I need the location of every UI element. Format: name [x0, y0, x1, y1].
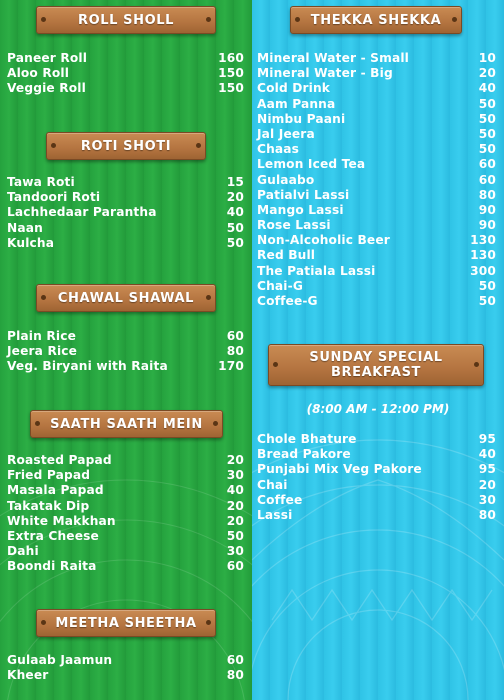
- section-header-roll: [36, 6, 216, 34]
- item-price: 20: [478, 477, 496, 492]
- list-item: [257, 218, 496, 233]
- list-item: [257, 97, 496, 112]
- nail-icon: [41, 620, 46, 625]
- list-item: [7, 499, 244, 514]
- item-name: Takatak Dip: [7, 498, 90, 513]
- nail-icon: [196, 143, 201, 148]
- list-item: [7, 453, 244, 468]
- nail-icon: [273, 362, 278, 367]
- list-item: [7, 221, 244, 236]
- list-item: [257, 51, 496, 66]
- item-price: 50: [226, 220, 244, 235]
- list-item: [257, 203, 496, 218]
- section-header-sunday: [268, 344, 484, 386]
- item-price: 130: [470, 248, 496, 263]
- item-price: 20: [226, 453, 244, 467]
- item-price: 30: [226, 468, 244, 483]
- list-item: [7, 175, 244, 190]
- list-item: [257, 462, 496, 477]
- item-name: The Patiala Lassi: [257, 263, 376, 278]
- section-title: ROTI SHOTI: [80, 138, 172, 154]
- item-name: Tandoori Roti: [7, 190, 101, 205]
- list-item: [7, 329, 244, 344]
- list-item: [7, 51, 244, 66]
- item-price: 95: [478, 432, 496, 446]
- item-price: 60: [226, 329, 244, 343]
- menu-list-roll: [7, 51, 244, 97]
- list-item: [257, 157, 496, 172]
- list-item: [257, 66, 496, 81]
- item-name: Bread Pakore: [257, 447, 351, 462]
- item-price: 60: [478, 157, 496, 172]
- nail-icon: [295, 17, 300, 22]
- nail-icon: [41, 295, 46, 300]
- list-item: [7, 81, 244, 96]
- item-name: Chai-G: [257, 278, 303, 293]
- item-price: 50: [478, 96, 496, 111]
- nail-icon: [213, 421, 218, 426]
- menu-list-meetha: [7, 653, 244, 683]
- nail-icon: [51, 143, 56, 148]
- list-item: [7, 529, 244, 544]
- nail-icon: [474, 362, 479, 367]
- list-item: [257, 173, 496, 188]
- item-name: Roasted Papad: [7, 453, 112, 467]
- item-name: Red Bull: [257, 248, 316, 263]
- list-item: [7, 468, 244, 483]
- item-name: Rose Lassi: [257, 218, 331, 233]
- item-name: Coffee-G: [257, 294, 318, 308]
- section-header-chawal: [36, 284, 216, 312]
- section-header-saath: [30, 410, 223, 438]
- item-name: Mineral Water - Small: [257, 51, 409, 65]
- nail-icon: [41, 17, 46, 22]
- item-price: 30: [226, 544, 244, 559]
- menu-list-sunday: [257, 432, 496, 523]
- item-price: 40: [478, 81, 496, 96]
- item-price: 150: [218, 81, 244, 96]
- item-name: Jeera Rice: [7, 344, 78, 359]
- item-price: 10: [478, 51, 496, 65]
- list-item: [7, 544, 244, 559]
- list-item: [257, 279, 496, 294]
- item-name: Mango Lassi: [257, 202, 344, 217]
- list-item: [7, 653, 244, 668]
- list-item: [257, 127, 496, 142]
- item-name: Punjabi Mix Veg Pakore: [257, 462, 422, 477]
- item-name: Lassi: [257, 507, 293, 522]
- item-price: 160: [218, 51, 244, 65]
- item-price: 150: [218, 66, 244, 81]
- section-header-roti: [46, 132, 206, 160]
- item-price: 20: [226, 498, 244, 513]
- list-item: [7, 359, 244, 374]
- list-item: [257, 447, 496, 462]
- item-name: Kulcha: [7, 235, 55, 250]
- item-name: Aloo Roll: [7, 66, 70, 81]
- item-price: 50: [478, 111, 496, 126]
- item-name: Gulaabo: [257, 172, 315, 187]
- item-name: Chole Bhature: [257, 432, 357, 446]
- section-title: CHAWAL SHAWAL: [57, 290, 195, 306]
- nail-icon: [35, 421, 40, 426]
- item-price: 40: [226, 205, 244, 220]
- item-name: White Makkhan: [7, 513, 116, 528]
- item-name: Fried Papad: [7, 468, 91, 483]
- list-item: [7, 66, 244, 81]
- section-title-line2: BREAKFAST: [330, 365, 421, 380]
- item-price: 40: [226, 483, 244, 498]
- nail-icon: [206, 620, 211, 625]
- menu-list-thekka: [257, 51, 496, 309]
- item-name: Plain Rice: [7, 329, 76, 343]
- item-name: Mineral Water - Big: [257, 66, 393, 81]
- nail-icon: [206, 295, 211, 300]
- list-item: [7, 559, 244, 574]
- list-item: [257, 264, 496, 279]
- item-price: 50: [478, 294, 496, 308]
- menu-list-roti: [7, 175, 244, 251]
- menu-list-chawal: [7, 329, 244, 375]
- item-price: 20: [226, 513, 244, 528]
- list-item: [257, 508, 496, 523]
- item-name: Chai: [257, 477, 288, 492]
- item-name: Boondi Raita: [7, 559, 97, 574]
- list-item: [257, 294, 496, 309]
- section-title-line1: SUNDAY SPECIAL: [309, 350, 443, 365]
- item-price: 50: [226, 528, 244, 543]
- item-price: 80: [226, 668, 244, 683]
- item-name: Coffee: [257, 492, 303, 507]
- item-name: Gulaab Jaamun: [7, 653, 113, 667]
- item-price: 50: [478, 126, 496, 141]
- item-price: 300: [470, 263, 496, 278]
- item-price: 50: [478, 278, 496, 293]
- item-name: Nimbu Paani: [257, 111, 346, 126]
- item-price: 50: [226, 235, 244, 250]
- item-name: Aam Panna: [257, 96, 336, 111]
- item-price: 130: [470, 233, 496, 248]
- list-item: [257, 432, 496, 447]
- list-item: [7, 483, 244, 498]
- item-price: 90: [478, 202, 496, 217]
- item-name: Jal Jeera: [257, 126, 315, 141]
- menu-list-saath: [7, 453, 244, 575]
- item-price: 80: [478, 507, 496, 522]
- list-item: [7, 236, 244, 251]
- list-item: [257, 188, 496, 203]
- item-price: 95: [478, 462, 496, 477]
- list-item: [257, 248, 496, 263]
- item-name: Chaas: [257, 142, 300, 157]
- item-name: Patialvi Lassi: [257, 187, 350, 202]
- breakfast-timing: (8:00 AM - 12:00 PM): [306, 402, 450, 416]
- item-price: 50: [478, 142, 496, 157]
- item-name: Kheer: [7, 668, 49, 683]
- list-item: [7, 668, 244, 683]
- item-price: 80: [478, 187, 496, 202]
- item-name: Paneer Roll: [7, 51, 88, 65]
- section-header-meetha: [36, 609, 216, 637]
- item-name: Veg. Biryani with Raita: [7, 359, 168, 374]
- item-name: Naan: [7, 220, 43, 235]
- item-price: 20: [478, 66, 496, 81]
- list-item: [257, 478, 496, 493]
- item-name: Non-Alcoholic Beer: [257, 233, 390, 248]
- list-item: [257, 493, 496, 508]
- item-name: Dahi: [7, 544, 39, 559]
- item-name: Lemon Iced Tea: [257, 157, 366, 172]
- nail-icon: [206, 17, 211, 22]
- item-name: Extra Cheese: [7, 528, 99, 543]
- item-name: Masala Papad: [7, 483, 104, 498]
- list-item: [7, 514, 244, 529]
- item-price: 170: [218, 359, 244, 374]
- item-price: 15: [226, 175, 244, 189]
- item-price: 20: [226, 190, 244, 205]
- item-name: Tawa Roti: [7, 175, 75, 189]
- section-header-thekka: [290, 6, 462, 34]
- item-price: 30: [478, 492, 496, 507]
- item-price: 60: [226, 559, 244, 574]
- list-item: [257, 233, 496, 248]
- item-price: 60: [478, 172, 496, 187]
- list-item: [257, 112, 496, 127]
- item-price: 80: [226, 344, 244, 359]
- list-item: [7, 205, 244, 220]
- section-title: MEETHA SHEETHA: [55, 615, 197, 631]
- item-name: Cold Drink: [257, 81, 331, 96]
- item-price: 90: [478, 218, 496, 233]
- list-item: [257, 142, 496, 157]
- nail-icon: [452, 17, 457, 22]
- list-item: [7, 344, 244, 359]
- section-title: THEKKA SHEKKA: [310, 12, 442, 28]
- item-price: 40: [478, 447, 496, 462]
- list-item: [257, 81, 496, 96]
- item-price: 60: [226, 653, 244, 667]
- section-title: SAATH SAATH MEIN: [50, 416, 203, 432]
- item-name: Lachhedaar Parantha: [7, 205, 157, 220]
- section-title: ROLL SHOLL: [77, 12, 175, 28]
- item-name: Veggie Roll: [7, 81, 86, 96]
- list-item: [7, 190, 244, 205]
